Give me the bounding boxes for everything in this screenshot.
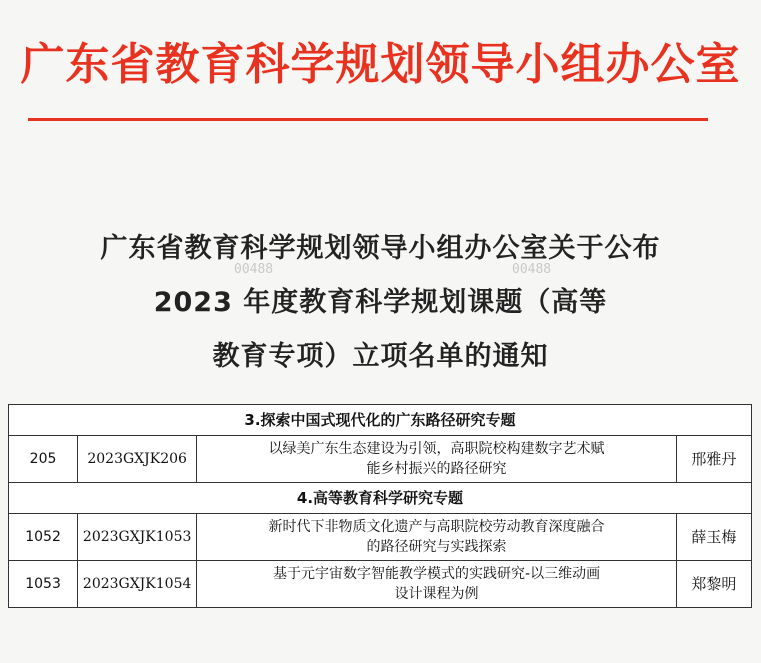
- section-row: [9, 483, 752, 514]
- project-topic: [197, 514, 677, 561]
- project-leader: 薛玉梅: [676, 514, 751, 561]
- section-row: [9, 405, 752, 436]
- table-row: [9, 436, 752, 483]
- project-leader: 郑黎明: [676, 561, 751, 608]
- serial-number: 205: [9, 436, 78, 483]
- serial-number: 1053: [9, 561, 78, 608]
- project-code: 2023GXJK1053: [78, 514, 197, 561]
- project-topic-line: 以绿美广东生态建设为引领，高职院校构建数字艺术赋: [268, 441, 605, 457]
- project-code: 2023GXJK1054: [78, 561, 197, 608]
- project-topic: [197, 561, 677, 608]
- table-row: [9, 561, 752, 608]
- serial-number: 1052: [9, 514, 78, 561]
- project-topic-line: 新时代下非物质文化遗产与高职院校劳动教育深度融合: [268, 519, 605, 535]
- notice-title-line-3: 教育专项）立项名单的通知: [212, 341, 549, 372]
- project-topic-line: 能乡村振兴的路径研究: [366, 461, 507, 477]
- project-topic: [197, 436, 677, 483]
- watermark-left: 00488: [234, 262, 274, 277]
- project-topic-line: 设计课程为例: [394, 586, 479, 602]
- notice-title-line-2: 2023 年度教育科学规划课题（高等: [153, 287, 608, 318]
- org-letterhead-title: 广东省教育科学规划领导小组办公室: [20, 39, 741, 90]
- project-code: 2023GXJK206: [78, 436, 197, 483]
- letterhead-red-rule: [28, 118, 708, 121]
- section-heading: 3.探索中国式现代化的广东路径研究专题: [9, 405, 752, 436]
- project-topic-line: 基于元宇宙数字智能教学模式的实践研究-以三维动画: [273, 566, 601, 582]
- watermark-right: 00488: [512, 262, 552, 277]
- notice-title-line-1: 广东省教育科学规划领导小组办公室关于公布: [100, 233, 661, 264]
- project-topic-line: 的路径研究与实践探索: [366, 539, 507, 555]
- project-list-table: [8, 404, 752, 608]
- table-row: [9, 514, 752, 561]
- section-heading: 4.高等教育科学研究专题: [9, 483, 752, 514]
- project-leader: 邢雅丹: [676, 436, 751, 483]
